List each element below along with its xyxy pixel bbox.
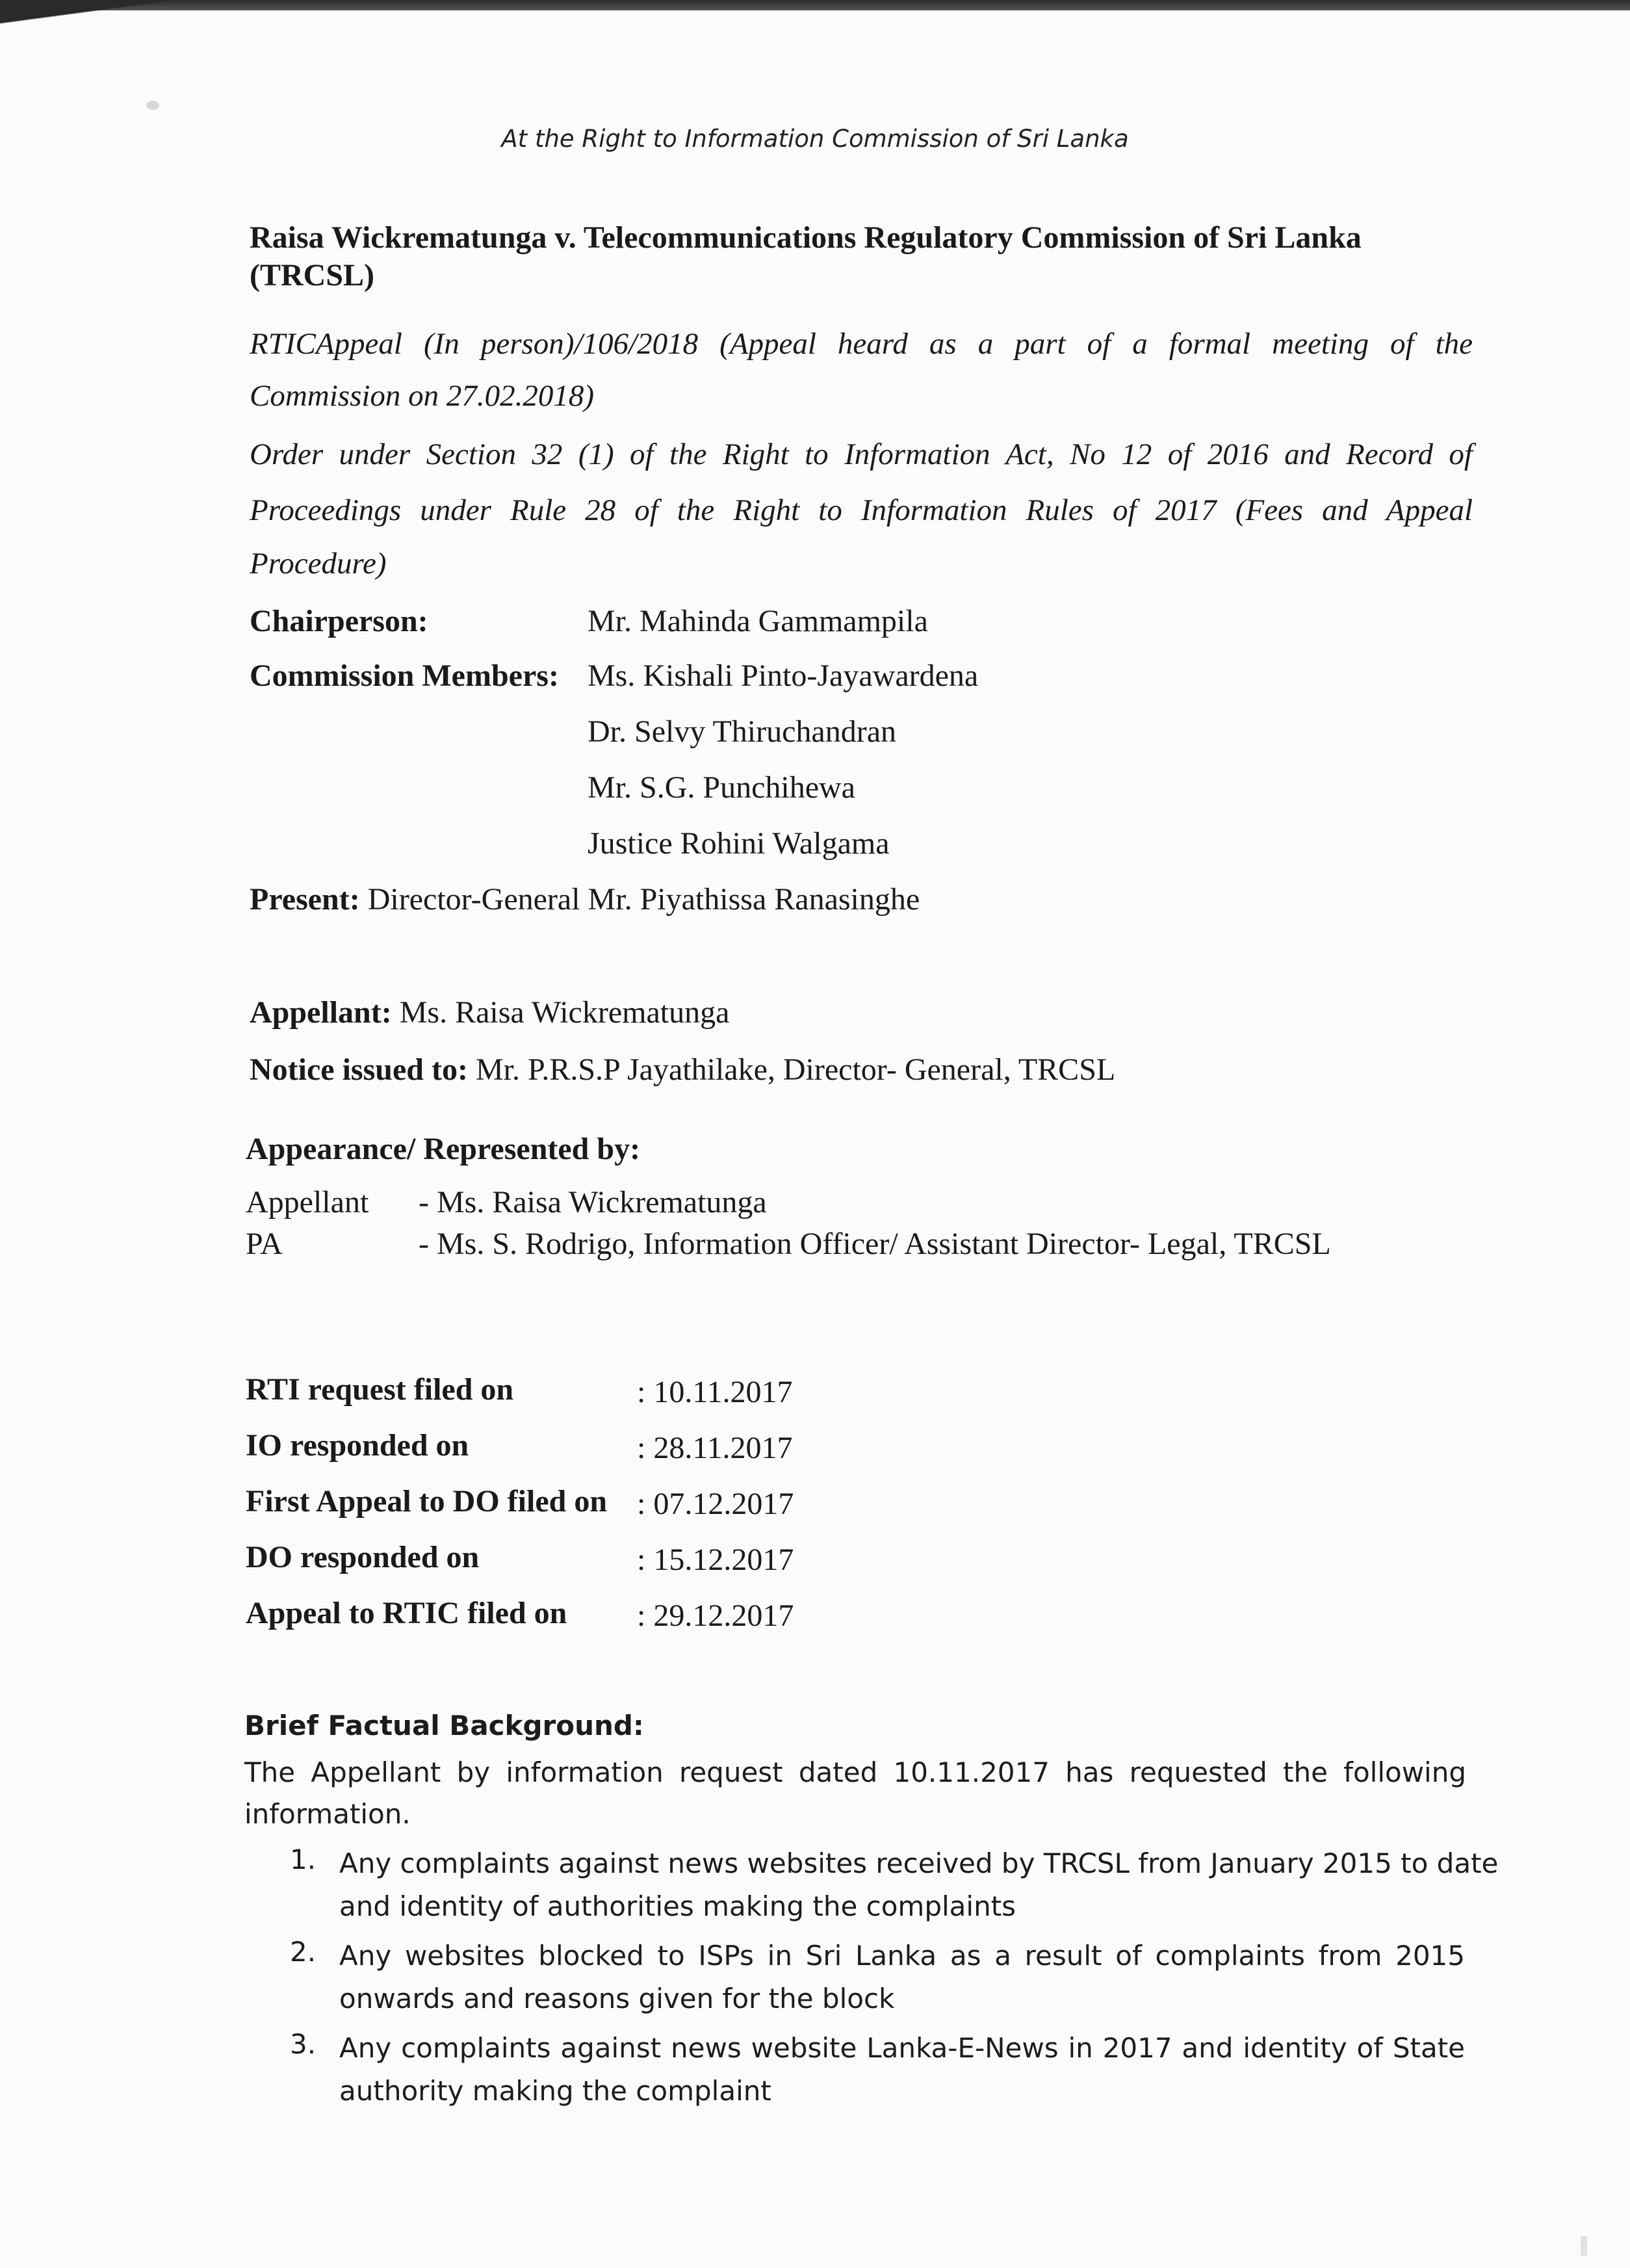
notice-value: Mr. P.R.S.P Jayathilake, Director- General, TRCSL bbox=[475, 1052, 1116, 1087]
member-name: Mr. S.G. Punchihewa bbox=[588, 770, 855, 805]
list-number: 3. bbox=[290, 2028, 317, 2060]
date-label: IO responded on bbox=[246, 1428, 469, 1463]
member-name: Dr. Selvy Thiruchandran bbox=[588, 714, 897, 749]
background-intro-line1: The Appellant by information request dated 10.11.2017 has requested the following bbox=[244, 1756, 1466, 1788]
appearance-role: PA bbox=[246, 1227, 283, 1261]
case-title-line1 bbox=[250, 220, 1473, 255]
case-title: Raisa Wickrematunga v. Telecommunications Regulatory Commission of Sri Lanka bbox=[250, 220, 1362, 255]
appearance-heading: Appearance/ Represented by: bbox=[246, 1132, 641, 1166]
background-heading: Brief Factual Background: bbox=[244, 1710, 644, 1741]
list-item-line2: and identity of authorities making the complaints bbox=[339, 1890, 1016, 1922]
appellant-line bbox=[250, 995, 729, 1030]
notice-label: Notice issued to: bbox=[250, 1052, 468, 1087]
date-label: Appeal to RTIC filed on bbox=[246, 1596, 567, 1630]
members-label: Commission Members: bbox=[250, 658, 559, 693]
date-label: First Appeal to DO filed on bbox=[246, 1484, 608, 1519]
appeal-reference-line2: Commission on 27.02.2018) bbox=[250, 379, 595, 413]
present-label: Present: bbox=[250, 882, 360, 917]
date-value: : 07.12.2017 bbox=[637, 1487, 794, 1521]
member-name: Justice Rohini Walgama bbox=[588, 826, 890, 861]
scan-speck bbox=[146, 101, 159, 110]
list-item-line2: onwards and reasons given for the block bbox=[339, 1983, 895, 2014]
chairperson-name: Mr. Mahinda Gammampila bbox=[588, 604, 928, 638]
date-value: : 10.11.2017 bbox=[637, 1375, 793, 1409]
date-value: : 29.12.2017 bbox=[637, 1598, 794, 1633]
list-item-line1: Any complaints against news website Lanka-E-News in 2017 and identity of State bbox=[339, 2032, 1465, 2064]
present-line bbox=[250, 881, 920, 917]
list-item-line1: Any websites blocked to ISPs in Sri Lanka as a result of complaints from 2015 bbox=[339, 1940, 1465, 1972]
list-item-line2: authority making the complaint bbox=[339, 2075, 771, 2107]
appeal-reference-line1: RTICAppeal (In person)/106/2018 (Appeal heard as a part of a formal meeting of the bbox=[250, 327, 1473, 361]
list-number: 1. bbox=[290, 1844, 317, 1875]
scan-corner-shadow bbox=[0, 0, 214, 29]
scan-top-edge bbox=[0, 0, 1630, 10]
appellant-label: Appellant: bbox=[250, 995, 392, 1030]
order-line2: Proceedings under Rule 28 of the Right to Information Rules of 2017 (Fees and Appeal bbox=[250, 493, 1473, 527]
date-value: : 15.12.2017 bbox=[637, 1543, 794, 1577]
date-value: : 28.11.2017 bbox=[637, 1431, 793, 1465]
background-intro-line2: information. bbox=[244, 1798, 411, 1830]
order-line3: Procedure) bbox=[250, 547, 387, 580]
list-item-line1: Any complaints against news websites received by TRCSL from January 2015 to date bbox=[339, 1847, 1499, 1879]
appearance-role: Appellant bbox=[246, 1185, 369, 1219]
member-name: Ms. Kishali Pinto-Jayawardena bbox=[588, 658, 979, 693]
notice-line bbox=[250, 1052, 1115, 1088]
case-title-line2: (TRCSL) bbox=[250, 258, 375, 293]
appearance-name: - Ms. S. Rodrigo, Information Officer/ Assistant Director- Legal, TRCSL bbox=[419, 1227, 1331, 1261]
scan-speck bbox=[1581, 2236, 1587, 2256]
present-value: Director-General Mr. Piyathissa Ranasinghe bbox=[367, 882, 920, 917]
document-header: At the Right to Information Commission of Sri Lanka bbox=[501, 125, 1129, 153]
date-label: DO responded on bbox=[246, 1540, 480, 1574]
list-number: 2. bbox=[290, 1936, 317, 1968]
appearance-name: - Ms. Raisa Wickrematunga bbox=[419, 1185, 767, 1219]
appellant-value: Ms. Raisa Wickrematunga bbox=[399, 995, 730, 1030]
chairperson-label: Chairperson: bbox=[250, 604, 428, 638]
date-label: RTI request filed on bbox=[246, 1372, 514, 1407]
order-line1: Order under Section 32 (1) of the Right to Information Act, No 12 of 2016 and Record of bbox=[250, 437, 1473, 471]
